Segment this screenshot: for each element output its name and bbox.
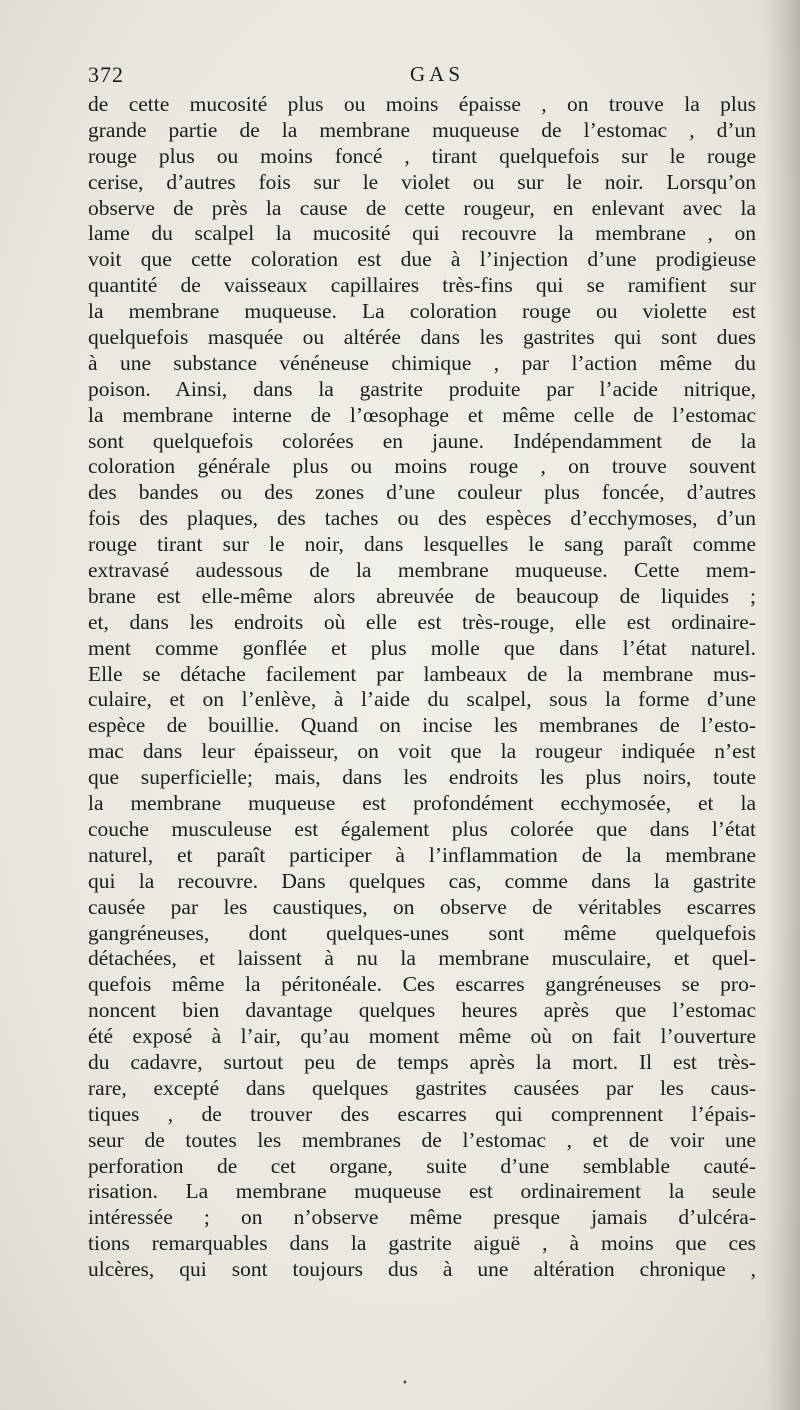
text-line: que superficielle; mais, dans les endroits les plus noirs, toute	[88, 765, 756, 790]
text-line: la membrane muqueuse. La coloration rouge ou violette est	[88, 299, 756, 324]
text-line: fois des plaques, des taches ou des espèces d’ecchymoses, d’un	[88, 506, 756, 531]
text-line: rouge tirant sur le noir, dans lesquelles le sang paraît comme	[88, 532, 756, 557]
text-line: extravasé audessous de la membrane muqueuse. Cette mem-	[88, 558, 756, 583]
text-line: sont quelquefois colorées en jaune. Indépendamment de la	[88, 428, 756, 453]
text-line: noncent bien davantage quelques heures après que l’estomac	[88, 998, 756, 1023]
text-line: détachées, et laissent à nu la membrane musculaire, et quel-	[88, 946, 756, 971]
page-number: 372	[88, 62, 124, 87]
text-line: tiques , de trouver des escarres qui comprennent l’épais-	[88, 1101, 756, 1126]
running-head: GAS	[409, 62, 464, 86]
text-line: quantité de vaisseaux capillaires très-fins qui se ramifient sur	[88, 273, 756, 298]
text-line: mac dans leur épaisseur, on voit que la rougeur indiquée n’est	[88, 739, 756, 764]
text-line: brane est elle-même alors abreuvée de beaucoup de liquides ;	[88, 583, 756, 608]
ink-speck: •	[402, 1378, 408, 1389]
text-line: risation. La membrane muqueuse est ordinairement la seule	[88, 1179, 756, 1204]
text-line: qui la recouvre. Dans quelques cas, comme dans la gastrite	[88, 868, 756, 893]
text-line: des bandes ou des zones d’une couleur plus foncée, d’autres	[88, 480, 756, 505]
text-line: perforation de cet organe, suite d’une semblable cauté-	[88, 1153, 756, 1178]
text-line: tions remarquables dans la gastrite aiguë , à moins que ces	[88, 1231, 756, 1256]
text-line: et, dans les endroits où elle est très-rouge, elle est ordinaire-	[88, 609, 756, 634]
text-line: quefois même la péritonéale. Ces escarres gangréneuses se pro-	[88, 972, 756, 997]
text-line: espèce de bouillie. Quand on incise les membranes de l’esto-	[88, 713, 756, 738]
text-line: poison. Ainsi, dans la gastrite produite par l’acide nitrique,	[88, 376, 756, 401]
text-line: intéressée ; on n’observe même presque jamais d’ulcéra-	[88, 1205, 756, 1230]
text-line: coloration générale plus ou moins rouge , on trouve souvent	[88, 454, 756, 479]
text-line: lame du scalpel la mucosité qui recouvre la membrane , on	[88, 221, 756, 246]
text-line: Elle se détache facilement par lambeaux de la membrane mus-	[88, 661, 756, 686]
text-line: de cette mucosité plus ou moins épaisse , on trouve la plus	[88, 92, 756, 116]
text-line: cerise, d’autres fois sur le violet ou sur le noir. Lorsqu’on	[88, 169, 756, 194]
text-line: la membrane muqueuse est profondément ecchymosée, et la	[88, 791, 756, 816]
text-line: gangréneuses, dont quelques-unes sont même quelquefois	[88, 920, 756, 945]
text-line: culaire, et on l’enlève, à l’aide du scalpel, sous la forme d’une	[88, 687, 756, 712]
text-line: ulcères, qui sont toujours dus à une altération chronique ,	[88, 1257, 756, 1282]
text-line: rouge plus ou moins foncé , tirant quelquefois sur le rouge	[88, 143, 756, 168]
text-line: à une substance vénéneuse chimique , par l’action même du	[88, 350, 756, 375]
text-line: observe de près la cause de cette rougeur, en enlevant avec la	[88, 195, 756, 220]
text-line: seur de toutes les membranes de l’estomac , et de voir une	[88, 1127, 756, 1152]
text-line: la membrane interne de l’œsophage et même celle de l’estomac	[88, 402, 756, 427]
text-line: du cadavre, surtout peu de temps après la mort. Il est très-	[88, 1049, 756, 1074]
text-line: été exposé à l’air, qu’au moment même où on fait l’ouverture	[88, 1024, 756, 1049]
text-line: naturel, et paraît participer à l’inflammation de la membrane	[88, 842, 756, 867]
page-gutter-shadow	[764, 0, 800, 1410]
text-line: couche musculeuse est également plus colorée que dans l’état	[88, 816, 756, 841]
text-line: causée par les caustiques, on observe de véritables escarres	[88, 894, 756, 919]
text-line: rare, excepté dans quelques gastrites causées par les caus-	[88, 1075, 756, 1100]
page-header	[88, 60, 756, 92]
text-line: grande partie de la membrane muqueuse de l’estomac , d’un	[88, 117, 756, 142]
text-line: quelquefois masquée ou altérée dans les gastrites qui sont dues	[88, 325, 756, 350]
body-text	[88, 92, 756, 1283]
text-line: ment comme gonflée et plus molle que dans l’état naturel.	[88, 635, 756, 660]
text-line: voit que cette coloration est due à l’injection d’une prodigieuse	[88, 247, 756, 272]
